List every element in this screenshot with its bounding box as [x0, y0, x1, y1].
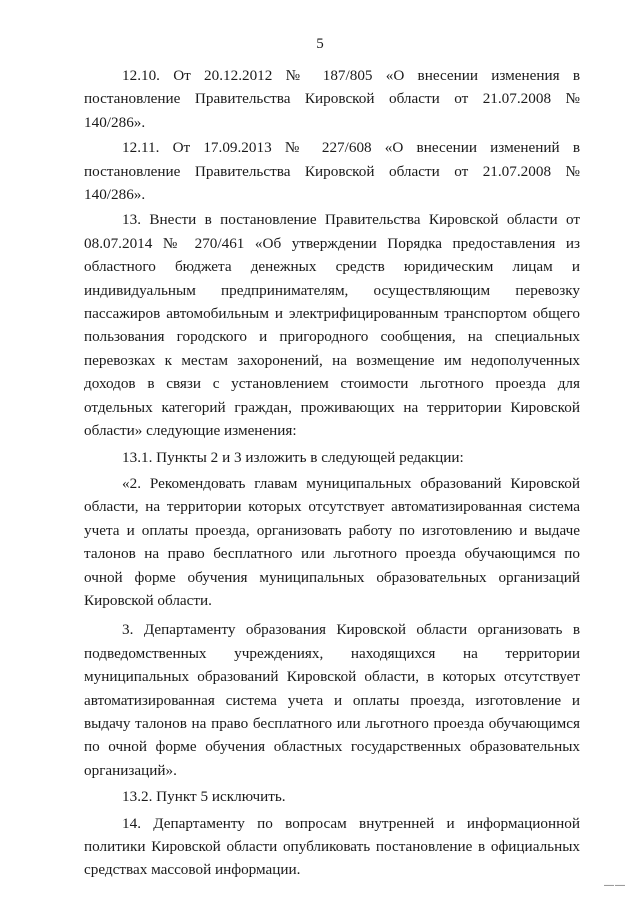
margin-mark: —— — [604, 880, 626, 891]
paragraph-quoted-3: 3. Департаменту образования Кировской области организовать в подведомственных учреждениях, находящихся на территории муниципальных образований Кировской области, в которых отсутствует автоматизированная система учета и оплаты проезда, изготовление и выдачу талонов на право бесплатного или льготного проезда обучающимся по очной форме обучения областных государственных образовательных организаций». — [84, 621, 580, 779]
paragraph-quoted-2: «2. Рекомендовать главам муниципальных образований Кировской области, на территории которых отсутствует автоматизированная система учета и оплаты проезда, организовать работу по изготовлению и выдаче талонов на право бесплатного или льготного проезда обучающимся по очной форме обучения муниципальных образовательных организаций Кировской области. — [84, 474, 580, 609]
document-body — [84, 64, 580, 882]
paragraph-12-10: 12.10. От 20.12.2012 № 187/805 «О внесении изменения в постановление Правительства Кировской области от 21.07.2008 № 140/286». — [84, 67, 580, 131]
page-number: 5 — [316, 36, 324, 52]
paragraph-13: 13. Внести в постановление Правительства Кировской области от 08.07.2014 № 270/461 «Об утверждении Порядка предоставления из областного бюджета денежных средств юридическим лицам и индивидуальным предпринимателям, осуществляющим перевозку пассажиров автомобильным и электрифицированным транспортом общего пользования городского и пригородного сообщения, на специальных перевозках к местам захоронений, на возмещение им недополученных доходов в связи с установлением стоимости льготного проезда для отдельных категорий граждан, проживающих на территории Кировской области» следующие изменения: — [84, 211, 580, 440]
paragraph-12-11: 12.11. От 17.09.2013 № 227/608 «О внесении изменений в постановление Правительства Кировской области от 21.07.2008 № 140/286». — [84, 139, 580, 204]
paragraph-14: 14. Департаменту по вопросам внутренней и информационной политики Кировской области опубликовать постановление в официальных средствах массовой информации. — [84, 814, 580, 879]
paragraph-13-2: 13.2. Пункт 5 исключить. — [122, 788, 286, 806]
paragraph-13-1: 13.1. Пункты 2 и 3 изложить в следующей редакции: — [122, 448, 464, 466]
